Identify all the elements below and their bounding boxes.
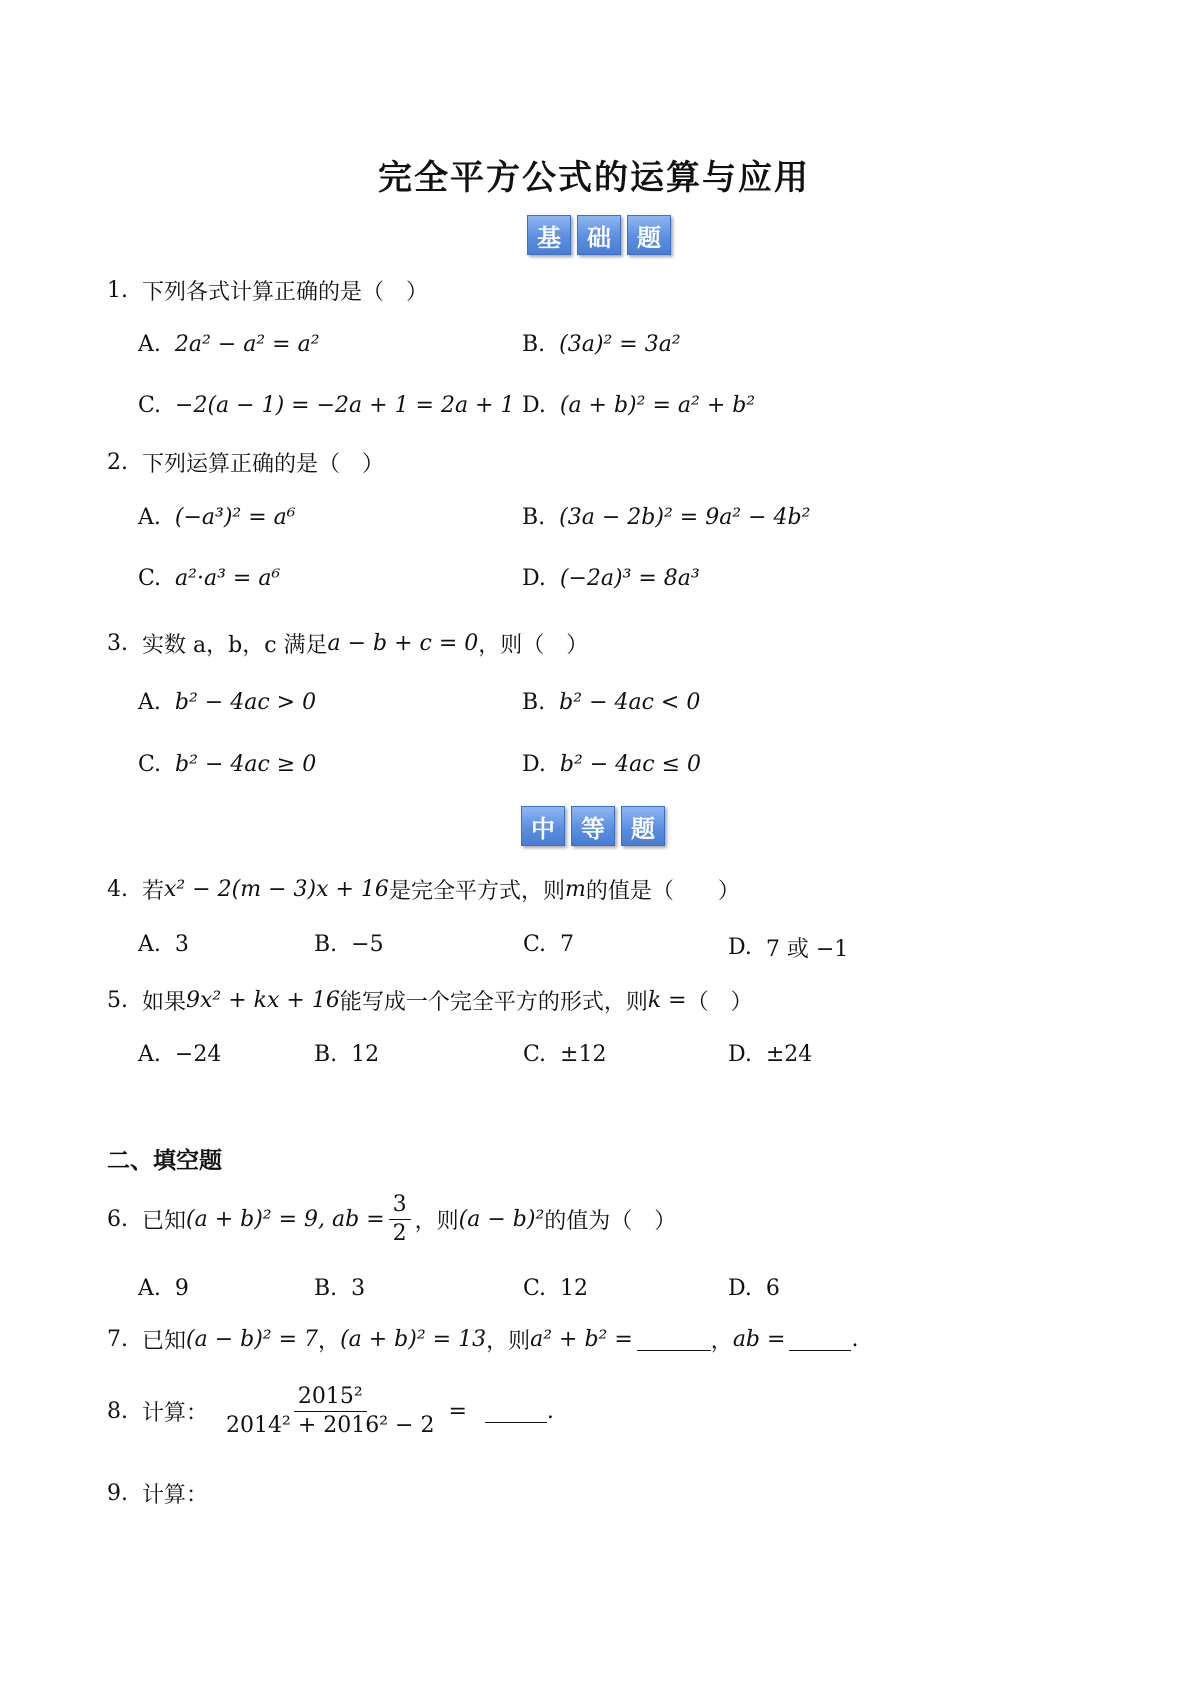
- question-4: [107, 874, 740, 905]
- question-math-3: a² + b² =: [530, 1327, 633, 1352]
- question-number: 4.: [107, 877, 128, 902]
- option-b: [314, 932, 384, 957]
- question-stem-end: 的值为（ ）: [544, 1209, 677, 1235]
- question-stem: 实数 a，b，c 满足: [142, 633, 328, 658]
- option-label: D.: [522, 752, 546, 777]
- fraction: [222, 1385, 438, 1438]
- option-label: C.: [138, 752, 162, 777]
- option-text: 12: [351, 1042, 380, 1067]
- option-b: [522, 332, 681, 357]
- option-text: (a + b)² = a² + b²: [559, 393, 756, 418]
- option-text: −5: [351, 932, 384, 957]
- option-d: [728, 1276, 780, 1301]
- option-text: a²·a³ = a⁶: [175, 566, 281, 591]
- option-b: [314, 1042, 379, 1067]
- option-label: D.: [728, 935, 752, 960]
- question-1: [107, 275, 428, 306]
- question-number: 8.: [107, 1399, 128, 1425]
- fraction-numerator: 3: [389, 1193, 411, 1220]
- option-a: [138, 332, 320, 357]
- badge-char: 题: [621, 806, 665, 846]
- question-math-4: ab =: [732, 1327, 786, 1352]
- question-math: (a + b)² = 9, ab =: [186, 1207, 385, 1233]
- option-text: (3a − 2b)² = 9a² − 4b²: [559, 505, 811, 530]
- option-text: 2a² − a² = a²: [174, 332, 320, 357]
- badge-char: 中: [521, 806, 565, 846]
- question-math-2: (a + b)² = 13: [340, 1327, 487, 1352]
- option-c: [138, 566, 280, 591]
- question-6: [107, 1193, 676, 1246]
- badge-char: 础: [577, 215, 621, 255]
- question-3: [107, 628, 588, 659]
- option-d: [522, 566, 700, 591]
- option-text: −24: [174, 1042, 222, 1067]
- question-9: [107, 1478, 208, 1509]
- question-stem-end: .: [546, 1399, 554, 1425]
- option-label: B.: [522, 332, 546, 357]
- badge-char: 基: [527, 215, 571, 255]
- question-number: 7.: [107, 1327, 128, 1352]
- question-math-var: m: [564, 877, 586, 902]
- answer-blank[interactable]: [789, 1328, 851, 1351]
- option-text: (−a³)² = a⁶: [174, 505, 296, 530]
- badge-char: 题: [627, 215, 671, 255]
- option-text: b² − 4ac ≤ 0: [559, 752, 702, 777]
- fraction: [389, 1193, 411, 1246]
- option-label: B.: [314, 932, 338, 957]
- question-stem: 若: [142, 879, 165, 904]
- question-stem: 已知: [142, 1209, 187, 1235]
- question-stem-mid: ，则: [414, 1209, 459, 1235]
- fraction-numerator: 2015²: [294, 1385, 367, 1412]
- option-text: (−2a)³ = 8a³: [559, 566, 700, 591]
- question-math: a − b + c = 0: [327, 631, 479, 656]
- medium-level-badge: [521, 806, 665, 846]
- option-b: [522, 690, 700, 715]
- option-label: C.: [523, 1042, 547, 1067]
- answer-blank[interactable]: [637, 1328, 711, 1351]
- question-stem: 计算：: [142, 1401, 209, 1427]
- option-b: [314, 1276, 365, 1301]
- option-d: [728, 1042, 812, 1067]
- option-label: A.: [138, 1276, 161, 1301]
- option-label: B.: [314, 1276, 338, 1301]
- option-text: 12: [560, 1276, 589, 1301]
- option-c: [523, 1042, 606, 1067]
- question-number: 2.: [107, 450, 128, 475]
- question-stem-mid: 能写成一个完全平方的形式，则: [339, 990, 648, 1015]
- option-d: [522, 393, 755, 418]
- option-text: 7 或 −1: [765, 937, 849, 962]
- option-label: C.: [138, 566, 162, 591]
- option-text: 3: [351, 1276, 366, 1301]
- question-5: [107, 985, 753, 1016]
- question-8: [107, 1385, 554, 1438]
- option-b: [522, 505, 810, 530]
- option-a: [138, 932, 189, 957]
- option-label: C.: [523, 932, 547, 957]
- option-text: (3a)² = 3a²: [559, 332, 681, 357]
- option-a: [138, 505, 296, 530]
- question-sep: ，: [318, 1329, 341, 1354]
- option-label: D.: [522, 393, 546, 418]
- option-d: [522, 752, 701, 777]
- option-c: [138, 393, 515, 418]
- fraction-denominator: 2014² + 2016² − 2: [226, 1413, 435, 1439]
- option-text: b² − 4ac > 0: [174, 690, 317, 715]
- question-number: 9.: [107, 1481, 128, 1506]
- option-text: 7: [560, 932, 575, 957]
- question-stem-mid: ，则: [486, 1329, 531, 1354]
- option-label: B.: [522, 505, 546, 530]
- option-text: −2(a − 1) = −2a + 1 = 2a + 1: [175, 393, 515, 418]
- option-label: D.: [522, 566, 546, 591]
- option-label: A.: [138, 690, 161, 715]
- option-label: C.: [138, 393, 162, 418]
- option-c: [523, 932, 574, 957]
- option-label: D.: [728, 1042, 752, 1067]
- option-text: 3: [174, 932, 189, 957]
- option-label: B.: [314, 1042, 338, 1067]
- question-stem: 如果: [142, 990, 187, 1015]
- question-number: 3.: [107, 631, 128, 656]
- question-stem-end: 的值是（ ）: [585, 879, 740, 904]
- basic-level-badge: [527, 215, 671, 255]
- page-title: 完全平方公式的运算与应用: [378, 158, 810, 198]
- question-math: (a − b)² = 7: [186, 1327, 319, 1352]
- option-c: [523, 1276, 588, 1301]
- question-number: 1.: [107, 278, 128, 303]
- option-label: B.: [522, 690, 546, 715]
- question-stem-end: ，则（ ）: [478, 633, 589, 658]
- question-comma: ，: [710, 1329, 733, 1354]
- question-number: 5.: [107, 988, 128, 1013]
- option-a: [138, 690, 316, 715]
- option-label: D.: [728, 1276, 752, 1301]
- question-stem: 已知: [142, 1329, 187, 1354]
- option-text: b² − 4ac < 0: [559, 690, 701, 715]
- question-stem-end: （ ）: [686, 990, 753, 1015]
- equals-sign: =: [448, 1399, 467, 1425]
- option-d: [728, 932, 848, 963]
- question-math: 9x² + kx + 16: [186, 988, 340, 1013]
- fraction-denominator: 2: [392, 1221, 407, 1247]
- question-math-2: (a − b)²: [458, 1207, 545, 1233]
- question-stem-mid: 是完全平方式，则: [388, 879, 565, 904]
- answer-blank[interactable]: [485, 1400, 547, 1423]
- question-stem: 计算：: [142, 1483, 209, 1508]
- question-2: [107, 447, 384, 478]
- question-7: [107, 1324, 858, 1355]
- badge-char: 等: [571, 806, 615, 846]
- question-math: x² − 2(m − 3)x + 16: [164, 877, 389, 902]
- option-a: [138, 1276, 189, 1301]
- question-stem: 下列运算正确的是（ ）: [142, 452, 385, 477]
- option-label: A.: [138, 505, 161, 530]
- option-label: A.: [138, 1042, 161, 1067]
- option-text: 6: [765, 1276, 780, 1301]
- option-text: ±24: [765, 1042, 813, 1067]
- option-text: 9: [174, 1276, 189, 1301]
- question-number: 6.: [107, 1207, 128, 1233]
- option-label: A.: [138, 932, 161, 957]
- section-heading: 二、填空题: [107, 1147, 222, 1174]
- option-label: A.: [138, 332, 161, 357]
- option-c: [138, 752, 316, 777]
- question-math-var: k =: [647, 988, 687, 1013]
- option-a: [138, 1042, 221, 1067]
- option-text: b² − 4ac ≥ 0: [175, 752, 317, 777]
- question-stem-end: .: [851, 1327, 859, 1352]
- question-stem: 下列各式计算正确的是（ ）: [142, 280, 429, 305]
- option-label: C.: [523, 1276, 547, 1301]
- option-text: ±12: [560, 1042, 607, 1067]
